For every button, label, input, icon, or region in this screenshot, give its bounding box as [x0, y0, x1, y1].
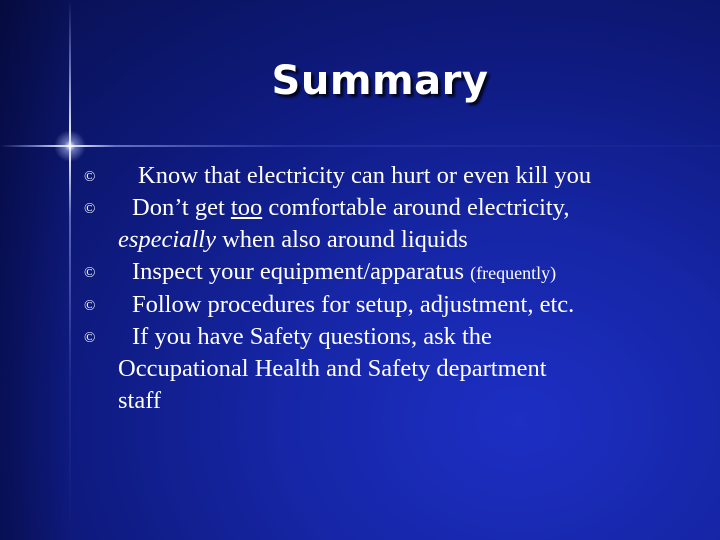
bullet-item [0, 289, 720, 321]
bullet-marker-icon: © [84, 330, 96, 346]
bullet-text-line [118, 192, 700, 224]
bullet-list [0, 160, 720, 417]
bullet-item [0, 192, 720, 256]
text-run: Inspect your equipment/apparatus [132, 258, 471, 285]
text-run: when also around liquids [215, 226, 468, 253]
underlined-text: too [230, 194, 263, 221]
bullet-marker-icon: © [84, 298, 96, 314]
bullet-text: Follow procedures for setup, adjustment, etc. [132, 291, 575, 318]
bullet-text: Know that electricity can hurt or even kill you [138, 162, 592, 189]
bullet-item [0, 256, 720, 289]
bullet-item [0, 321, 720, 417]
text-run: comfortable around electricity, [262, 194, 570, 221]
bullet-text-line: If you have Safety questions, ask the [132, 323, 492, 350]
text-run: Don’t get [132, 194, 231, 221]
bullet-item [0, 160, 720, 192]
bullet-text-continuation [118, 224, 700, 256]
italic-text: especially [118, 226, 216, 253]
bullet-marker-icon: © [84, 201, 96, 217]
bullet-text-line [118, 256, 700, 289]
bullet-marker-icon: © [84, 265, 96, 281]
slide-title: Summary [271, 58, 489, 104]
star-sparkle-icon [54, 130, 86, 162]
small-text: (frequently) [470, 263, 557, 283]
star-flare-horizontal [0, 145, 720, 147]
bullet-text-continuation: staff [118, 387, 162, 414]
bullet-text-continuation: Occupational Health and Safety department [118, 355, 547, 382]
bullet-marker-icon: © [84, 169, 96, 185]
